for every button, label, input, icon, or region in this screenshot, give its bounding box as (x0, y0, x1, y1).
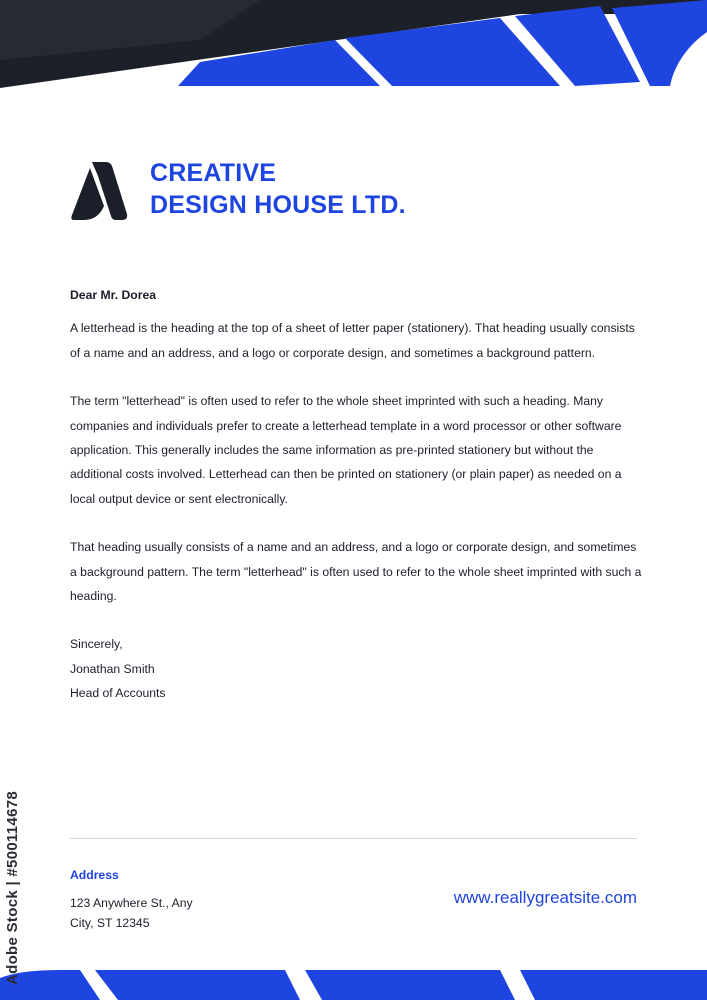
letter-a-logo-icon (70, 160, 128, 222)
company-name-line2: DESIGN HOUSE LTD. (150, 191, 406, 219)
address-block (70, 893, 193, 933)
stock-id-label: Adobe Stock | #500114678 (4, 790, 21, 985)
footer-divider (70, 838, 637, 839)
company-name (150, 157, 406, 221)
address-line2: City, ST 12345 (70, 916, 150, 930)
signer-title: Head of Accounts (70, 686, 166, 701)
header-decoration (0, 0, 707, 90)
address-line1: 123 Anywhere St., Any (70, 896, 193, 910)
letter-body (70, 283, 642, 706)
signer-name: Jonathan Smith (70, 661, 155, 676)
closing-text: Sincerely, (70, 637, 123, 652)
paragraph-2: The term "letterhead" is often used to refer to the whole sheet imprinted with such a heading. Many companies and individuals prefer to create a letterhead template in a word processor or other software application. This generally includes the same information as pre-printed stationery but without the additional costs involved. Letterhead can then be printed on stationery (or plain paper) as needed on a local output device or sent electronically. (70, 394, 622, 506)
closing-block (70, 632, 642, 705)
footer-decoration (0, 970, 707, 1000)
address-label: Address (70, 868, 119, 882)
company-name-line1: CREATIVE (150, 159, 277, 187)
paragraph-1: A letterhead is the heading at the top of a sheet of letter paper (stationery). That heading usually consists of a name and an address, and a logo or corporate design, and sometimes a background pattern. (70, 321, 635, 360)
website-link[interactable]: www.reallygreatsite.com (453, 888, 637, 907)
paragraph-3: That heading usually consists of a name and an address, and a logo or corporate design, and sometimes a background pattern. The term "letterhead" is often used to refer to the whole sheet imprinted with such a heading. (70, 540, 642, 604)
salutation: Dear Mr. Dorea (70, 288, 157, 302)
